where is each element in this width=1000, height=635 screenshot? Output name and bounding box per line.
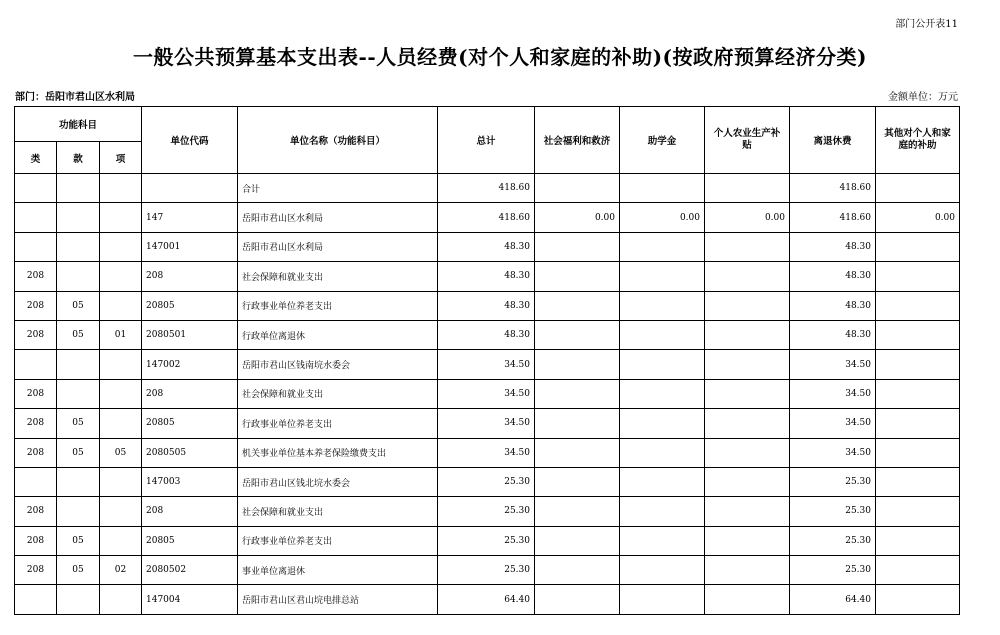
header-retire: 离退休费	[790, 107, 876, 174]
cell-retire: 34.50	[790, 409, 876, 438]
table-row	[15, 409, 960, 438]
cell-retire: 418.60	[790, 203, 876, 232]
cell-retire: 48.30	[790, 291, 876, 320]
cell-scholarship	[620, 350, 705, 379]
cell-scholarship	[620, 409, 705, 438]
header-scholarship: 助学金	[620, 107, 705, 174]
header-code: 单位代码	[142, 107, 238, 174]
cell-retire: 48.30	[790, 320, 876, 349]
cell-name: 岳阳市君山区钱北垸水委会	[238, 467, 438, 496]
cell-other	[876, 497, 960, 526]
cell-agri	[705, 409, 790, 438]
cell-lei	[15, 350, 57, 379]
cell-total: 25.30	[438, 556, 535, 585]
cell-lei: 208	[15, 526, 57, 555]
cell-lei: 208	[15, 379, 57, 408]
cell-scholarship	[620, 497, 705, 526]
table-row	[15, 262, 960, 291]
table-row	[15, 291, 960, 320]
table-row	[15, 526, 960, 555]
table-row	[15, 232, 960, 261]
cell-agri	[705, 320, 790, 349]
table-row	[15, 467, 960, 496]
header-agri: 个人农业生产补贴	[705, 107, 790, 174]
cell-welfare	[535, 438, 620, 467]
cell-kuan	[57, 379, 100, 408]
cell-other	[876, 409, 960, 438]
cell-xiang	[100, 350, 142, 379]
cell-xiang	[100, 379, 142, 408]
cell-kuan	[57, 350, 100, 379]
cell-code: 2080505	[142, 438, 238, 467]
cell-agri	[705, 379, 790, 408]
cell-other	[876, 379, 960, 408]
cell-name: 事业单位离退休	[238, 556, 438, 585]
cell-retire: 25.30	[790, 556, 876, 585]
table-row	[15, 497, 960, 526]
cell-kuan: 05	[57, 556, 100, 585]
cell-code: 147004	[142, 585, 238, 614]
cell-agri	[705, 467, 790, 496]
table-row	[15, 556, 960, 585]
cell-name: 岳阳市君山区君山垸电排总站	[238, 585, 438, 614]
cell-other	[876, 526, 960, 555]
cell-retire: 25.30	[790, 497, 876, 526]
cell-name: 社会保障和就业支出	[238, 497, 438, 526]
table-row	[15, 350, 960, 379]
cell-other	[876, 320, 960, 349]
cell-other	[876, 232, 960, 261]
header-total: 总计	[438, 107, 535, 174]
cell-welfare	[535, 232, 620, 261]
cell-welfare	[535, 526, 620, 555]
table-row	[15, 203, 960, 232]
cell-kuan: 05	[57, 526, 100, 555]
cell-retire: 25.30	[790, 467, 876, 496]
cell-agri	[705, 350, 790, 379]
cell-scholarship	[620, 556, 705, 585]
cell-total: 34.50	[438, 350, 535, 379]
cell-name: 社会保障和就业支出	[238, 379, 438, 408]
cell-scholarship	[620, 291, 705, 320]
cell-kuan	[57, 585, 100, 614]
cell-scholarship: 0.00	[620, 203, 705, 232]
cell-agri	[705, 174, 790, 203]
cell-agri: 0.00	[705, 203, 790, 232]
cell-xiang	[100, 409, 142, 438]
cell-retire: 34.50	[790, 379, 876, 408]
cell-kuan: 05	[57, 291, 100, 320]
cell-lei	[15, 232, 57, 261]
cell-retire: 34.50	[790, 350, 876, 379]
cell-code: 20805	[142, 291, 238, 320]
cell-kuan	[57, 174, 100, 203]
cell-kuan: 05	[57, 320, 100, 349]
header-other: 其他对个人和家庭的补助	[876, 107, 960, 174]
table-row	[15, 585, 960, 614]
cell-xiang: 01	[100, 320, 142, 349]
cell-xiang	[100, 262, 142, 291]
cell-code: 147002	[142, 350, 238, 379]
cell-total: 34.50	[438, 409, 535, 438]
cell-code: 208	[142, 262, 238, 291]
cell-name: 社会保障和就业支出	[238, 262, 438, 291]
cell-name: 行政事业单位养老支出	[238, 291, 438, 320]
cell-retire: 48.30	[790, 232, 876, 261]
cell-lei: 208	[15, 262, 57, 291]
cell-scholarship	[620, 320, 705, 349]
cell-name: 岳阳市君山区水利局	[238, 232, 438, 261]
cell-lei: 208	[15, 409, 57, 438]
cell-scholarship	[620, 585, 705, 614]
cell-welfare	[535, 174, 620, 203]
cell-name: 行政事业单位养老支出	[238, 526, 438, 555]
cell-lei: 208	[15, 320, 57, 349]
header-xiang: 项	[100, 142, 142, 174]
cell-name: 合计	[238, 174, 438, 203]
table-row	[15, 174, 960, 203]
cell-kuan	[57, 203, 100, 232]
cell-other	[876, 350, 960, 379]
cell-other: 0.00	[876, 203, 960, 232]
cell-retire: 34.50	[790, 438, 876, 467]
cell-xiang	[100, 585, 142, 614]
header-kuan: 款	[57, 142, 100, 174]
cell-welfare	[535, 291, 620, 320]
cell-total: 34.50	[438, 379, 535, 408]
cell-xiang	[100, 467, 142, 496]
cell-code: 2080502	[142, 556, 238, 585]
cell-kuan	[57, 232, 100, 261]
cell-lei	[15, 585, 57, 614]
cell-other	[876, 585, 960, 614]
cell-scholarship	[620, 262, 705, 291]
cell-welfare	[535, 320, 620, 349]
cell-lei: 208	[15, 438, 57, 467]
cell-scholarship	[620, 174, 705, 203]
cell-retire: 25.30	[790, 526, 876, 555]
cell-scholarship	[620, 526, 705, 555]
cell-agri	[705, 497, 790, 526]
cell-agri	[705, 556, 790, 585]
budget-table	[14, 106, 960, 615]
cell-lei: 208	[15, 556, 57, 585]
cell-name: 行政单位离退休	[238, 320, 438, 349]
cell-lei	[15, 203, 57, 232]
cell-name: 机关事业单位基本养老保险缴费支出	[238, 438, 438, 467]
cell-welfare	[535, 379, 620, 408]
table-row	[15, 379, 960, 408]
cell-total: 34.50	[438, 438, 535, 467]
cell-total: 25.30	[438, 526, 535, 555]
cell-total: 25.30	[438, 497, 535, 526]
form-number: 部门公开表11	[895, 19, 958, 30]
cell-lei: 208	[15, 291, 57, 320]
cell-xiang: 02	[100, 556, 142, 585]
cell-retire: 418.60	[790, 174, 876, 203]
cell-total: 25.30	[438, 467, 535, 496]
page-title: 一般公共预算基本支出表--人员经费(对个人和家庭的补助)(按政府预算经济分类)	[133, 45, 867, 69]
header-row-1	[15, 107, 960, 142]
cell-other	[876, 291, 960, 320]
cell-code: 20805	[142, 526, 238, 555]
cell-total: 48.30	[438, 262, 535, 291]
cell-other	[876, 262, 960, 291]
cell-xiang	[100, 174, 142, 203]
cell-total: 64.40	[438, 585, 535, 614]
cell-code: 147001	[142, 232, 238, 261]
header-func-group: 功能科目	[15, 107, 142, 142]
cell-scholarship	[620, 379, 705, 408]
cell-code: 208	[142, 497, 238, 526]
cell-kuan	[57, 262, 100, 291]
cell-total: 418.60	[438, 174, 535, 203]
cell-lei	[15, 174, 57, 203]
cell-welfare	[535, 585, 620, 614]
cell-kuan	[57, 497, 100, 526]
amount-unit-label: 金额单位：万元	[888, 92, 958, 103]
cell-xiang	[100, 203, 142, 232]
cell-code	[142, 174, 238, 203]
cell-other	[876, 556, 960, 585]
cell-code: 147003	[142, 467, 238, 496]
cell-total: 48.30	[438, 320, 535, 349]
cell-name: 行政事业单位养老支出	[238, 409, 438, 438]
cell-other	[876, 438, 960, 467]
cell-welfare	[535, 409, 620, 438]
cell-lei	[15, 467, 57, 496]
cell-kuan	[57, 467, 100, 496]
cell-agri	[705, 291, 790, 320]
cell-scholarship	[620, 232, 705, 261]
cell-agri	[705, 438, 790, 467]
table-body	[15, 174, 960, 615]
header-name: 单位名称（功能科目）	[238, 107, 438, 174]
cell-total: 48.30	[438, 232, 535, 261]
cell-lei: 208	[15, 497, 57, 526]
header-lei: 类	[15, 142, 57, 174]
cell-agri	[705, 262, 790, 291]
department-label: 部门：岳阳市君山区水利局	[15, 92, 135, 103]
cell-total: 48.30	[438, 291, 535, 320]
cell-code: 147	[142, 203, 238, 232]
cell-scholarship	[620, 438, 705, 467]
cell-code: 2080501	[142, 320, 238, 349]
cell-welfare	[535, 556, 620, 585]
cell-other	[876, 467, 960, 496]
cell-welfare: 0.00	[535, 203, 620, 232]
cell-xiang	[100, 232, 142, 261]
cell-agri	[705, 585, 790, 614]
cell-kuan: 05	[57, 409, 100, 438]
cell-name: 岳阳市君山区钱南垸水委会	[238, 350, 438, 379]
cell-agri	[705, 526, 790, 555]
cell-welfare	[535, 350, 620, 379]
cell-agri	[705, 232, 790, 261]
cell-retire: 48.30	[790, 262, 876, 291]
cell-code: 20805	[142, 409, 238, 438]
cell-total: 418.60	[438, 203, 535, 232]
cell-welfare	[535, 262, 620, 291]
cell-xiang: 05	[100, 438, 142, 467]
cell-name: 岳阳市君山区水利局	[238, 203, 438, 232]
table-row	[15, 320, 960, 349]
cell-code: 208	[142, 379, 238, 408]
cell-other	[876, 174, 960, 203]
cell-kuan: 05	[57, 438, 100, 467]
cell-xiang	[100, 497, 142, 526]
table-row	[15, 438, 960, 467]
cell-welfare	[535, 467, 620, 496]
cell-retire: 64.40	[790, 585, 876, 614]
header-welfare: 社会福利和救济	[535, 107, 620, 174]
cell-xiang	[100, 526, 142, 555]
cell-xiang	[100, 291, 142, 320]
cell-welfare	[535, 497, 620, 526]
cell-scholarship	[620, 467, 705, 496]
